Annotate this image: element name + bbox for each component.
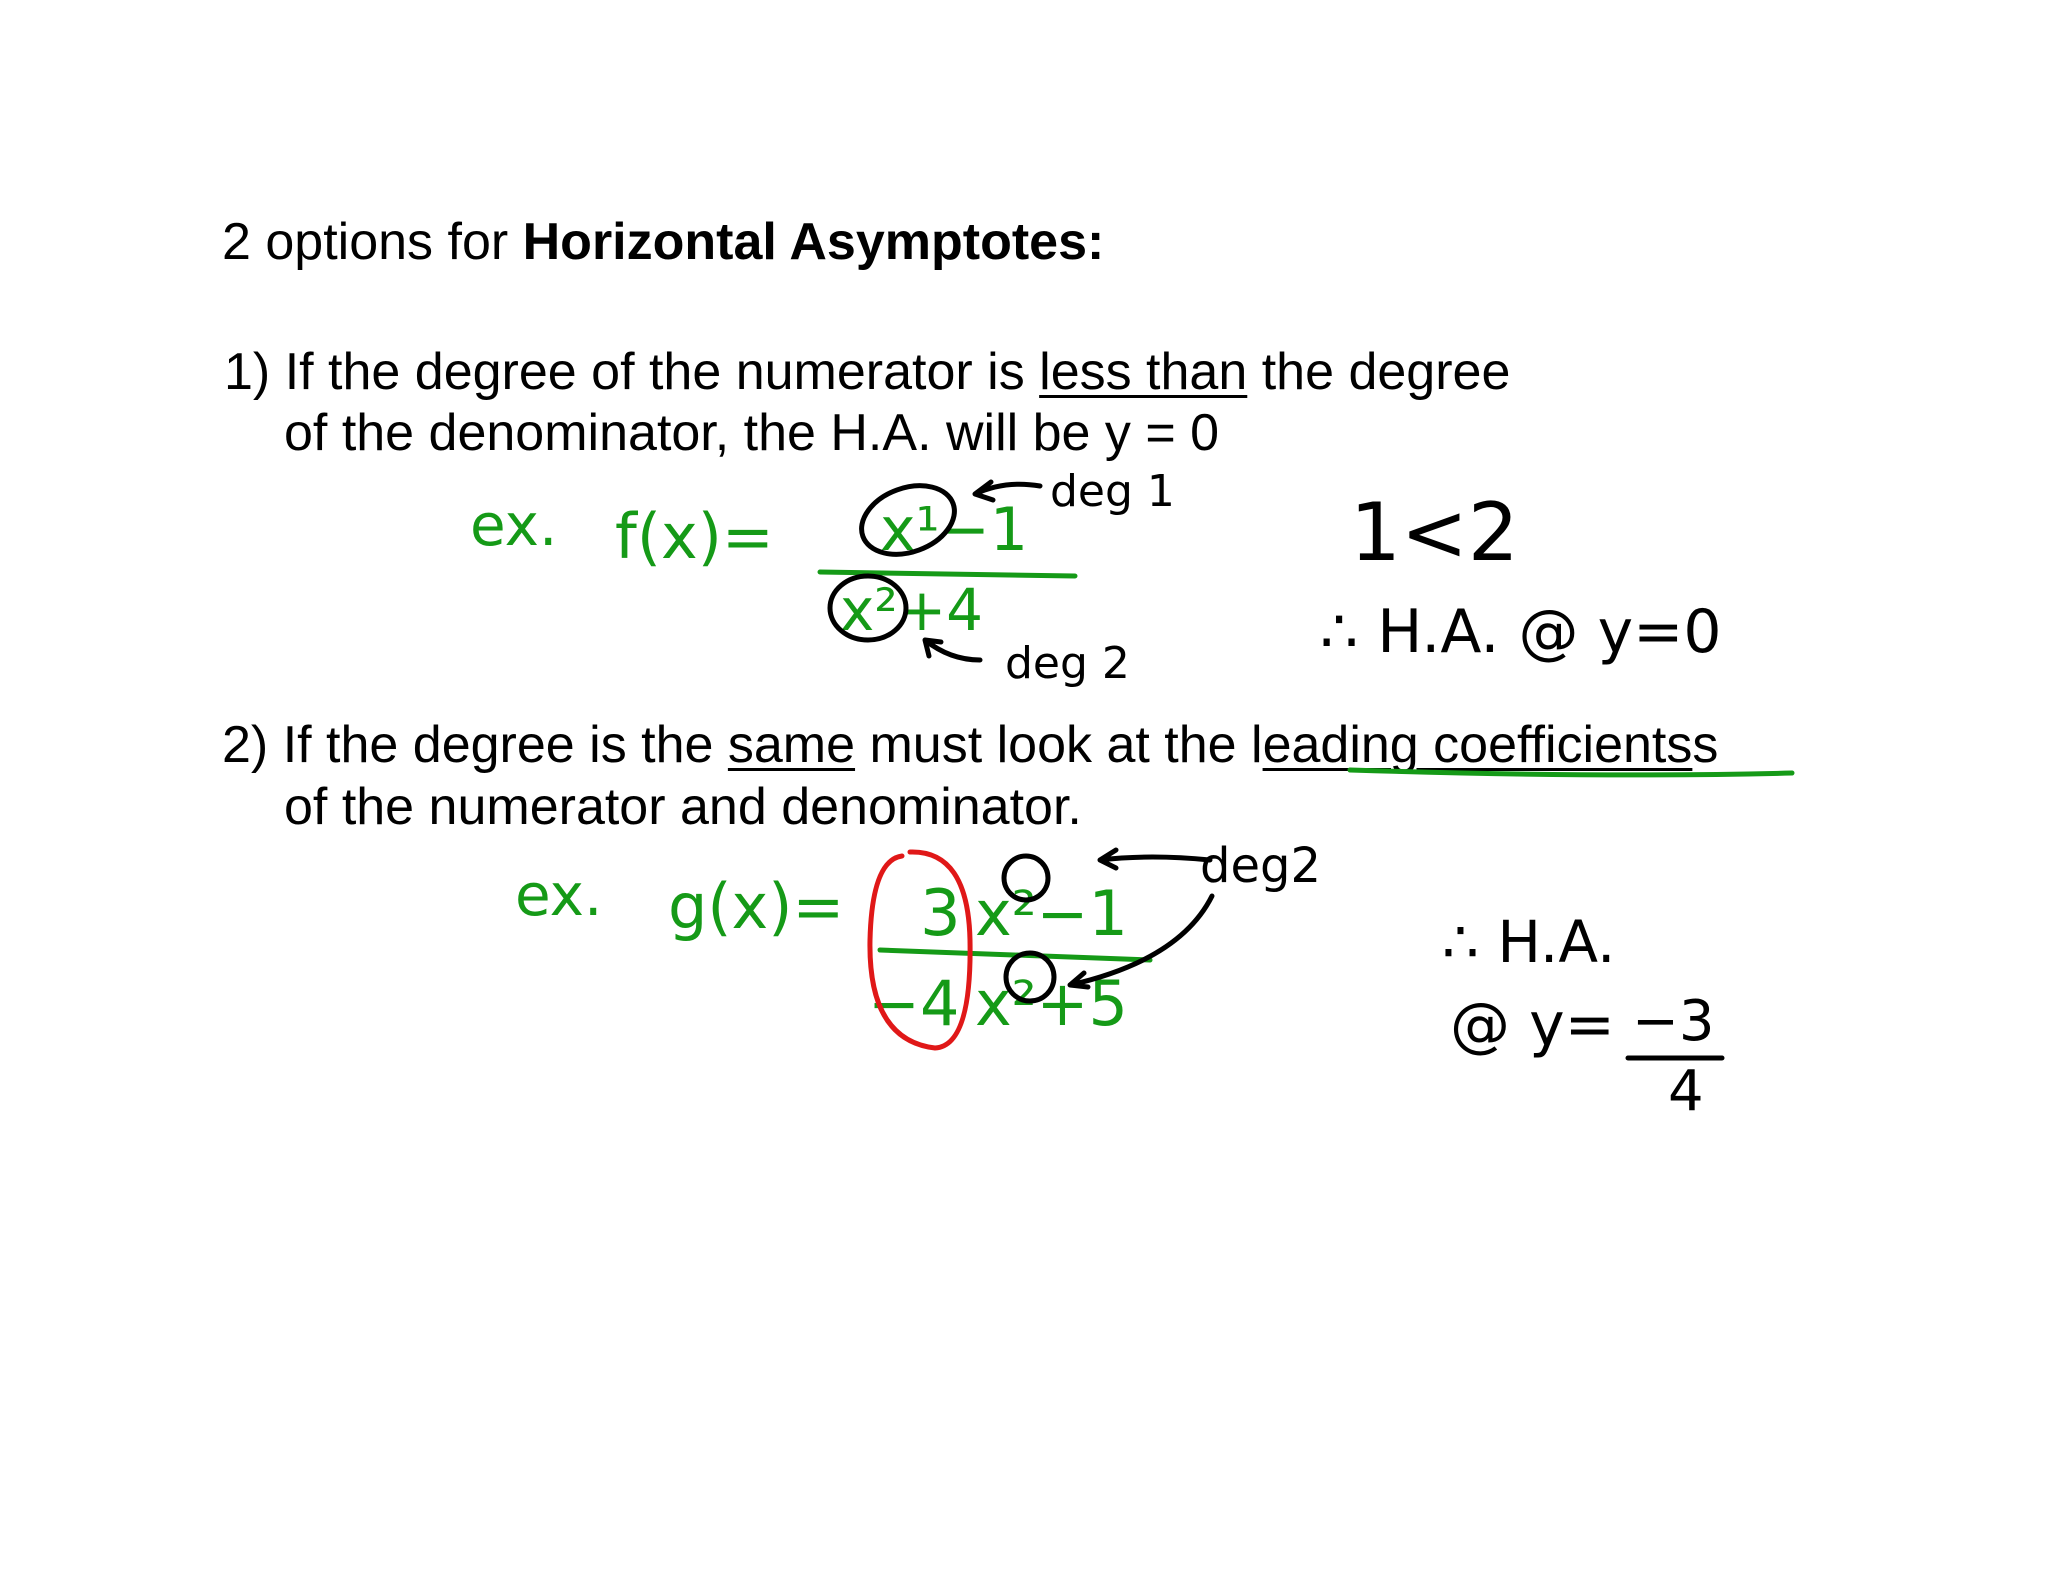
- ex2-deg: deg2: [1200, 838, 1322, 894]
- rule2-text-b: must look at the l: [855, 716, 1263, 774]
- heading-bold: Horizontal Asymptotes:: [522, 213, 1105, 271]
- rule2-green-underline: [1350, 770, 1792, 775]
- ex1-label: ex.: [470, 491, 558, 559]
- ex2-frac-den: 4: [1668, 1059, 1704, 1124]
- ex1-conclusion: ∴ H.A. @ y=0: [1320, 597, 1722, 667]
- rule2-text-c: s: [1692, 716, 1719, 774]
- rule2-underlined-same: same: [727, 716, 856, 774]
- rule1-text-b: the degree: [1247, 343, 1511, 401]
- ex2-num-rest: x²−1: [975, 877, 1128, 950]
- ex2-conclusion-line2: @ y=: [1450, 990, 1615, 1060]
- rule2-underlined-leading: eading coefficients: [1262, 716, 1693, 774]
- heading-prefix: 2 options for: [222, 213, 523, 271]
- ex2-den-rest: x²+5: [975, 967, 1128, 1040]
- ex2-gx: g(x)=: [668, 870, 845, 943]
- ex1-deg-top: deg 1: [1050, 466, 1175, 517]
- ex1-numerator: x¹−1: [880, 495, 1029, 565]
- ex1-deg-bottom: deg 2: [1005, 638, 1130, 689]
- ex2-arrow-top: [1100, 850, 1210, 868]
- ex2-label: ex.: [515, 861, 603, 929]
- ex1-denominator: x²+4: [840, 576, 984, 644]
- rule1-number: 1): [224, 343, 271, 401]
- rule2-line2: of the numerator and denominator.: [284, 778, 1082, 836]
- ex1-compare: 1<2: [1350, 486, 1519, 579]
- rule2-number: 2): [222, 716, 269, 774]
- ex2-frac-num: −3: [1632, 989, 1715, 1054]
- ex2-den-coef: −4: [868, 967, 960, 1040]
- ex1-fx: f(x)=: [615, 500, 774, 573]
- ex2-conclusion-line1: ∴ H.A.: [1442, 908, 1616, 976]
- ex2-num-coef: 3: [920, 877, 961, 951]
- rule1-underlined: less than: [1039, 343, 1248, 401]
- rule1-text-a: If the degree of the numerator is: [284, 343, 1040, 401]
- rule2-text-a: If the degree is the: [282, 716, 728, 774]
- rule1-line2: of the denominator, the H.A. will be y = 0: [284, 404, 1220, 462]
